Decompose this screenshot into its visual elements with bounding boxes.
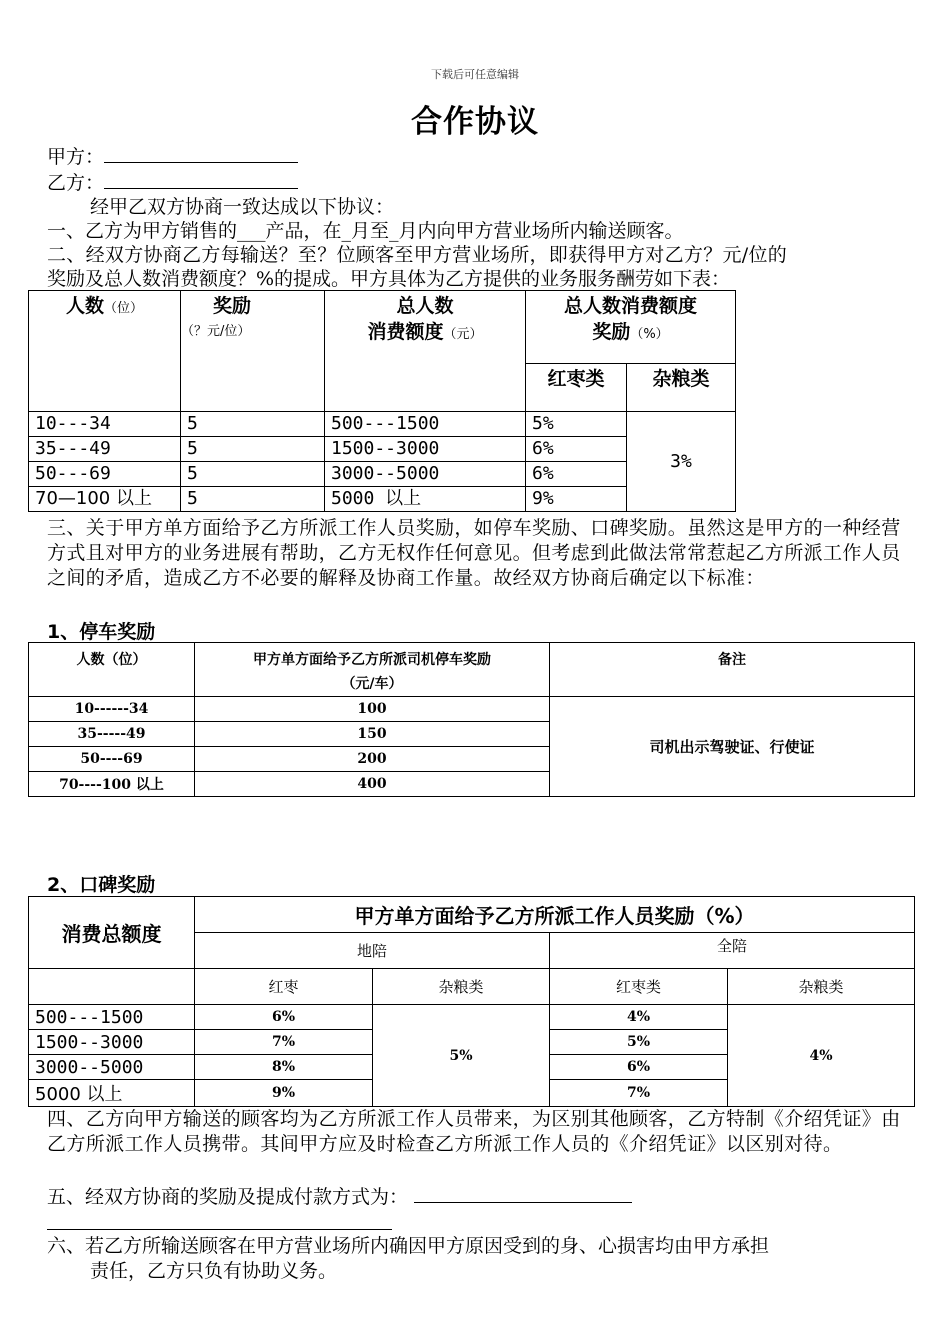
clause-5: 五、经双方协商的奖励及提成付款方式为： xyxy=(47,1186,409,1208)
header-total-amount: 消费总额度 xyxy=(29,897,195,969)
table-row: 1500--3000 7% 5% xyxy=(29,1030,915,1055)
header-people: 人数（位） xyxy=(29,643,195,697)
table-row: 35-----49 150 xyxy=(29,722,915,747)
party-a-blank xyxy=(104,144,298,163)
header-total: 总人数 消费额度（元） xyxy=(325,291,526,412)
clause-5-line xyxy=(47,1184,632,1209)
blank-line xyxy=(47,1229,392,1230)
table-row: 10------34 100 司机出示驾驶证、行使证 xyxy=(29,697,915,722)
header-percent: 总人数消费额度 奖励（%） xyxy=(526,291,736,364)
table-row: 50---69 5 3000--5000 6% xyxy=(29,462,736,487)
party-b-label: 乙方： xyxy=(47,172,105,194)
page-title: 合作协议 xyxy=(411,104,539,140)
header-grains: 杂粮类 xyxy=(627,364,736,412)
section-wom-title: 2、口碑奖励 xyxy=(47,874,156,896)
header-full-grains: 杂粮类 xyxy=(728,969,915,1005)
local-grains-merged-cell: 5% xyxy=(373,1005,550,1107)
clause-6-line-1: 六、若乙方所输送顾客在甲方营业场所内确因甲方原因受到的身、心损害均由甲方承担 xyxy=(47,1235,770,1257)
word-of-mouth-table xyxy=(28,896,915,1107)
table-row: 10---34 5 500---1500 5% 3% xyxy=(29,412,736,437)
clause-4: 四、乙方向甲方输送的顾客均为乙方所派工作人员带来，为区别其他顾客，乙方特制《介绍凭证》由乙方所派工作人员携带。其间甲方应及时检查乙方所派工作人员的《介绍凭证》以区别对待。 xyxy=(47,1108,901,1155)
table-row: 70—100 以上 5 5000 以上 9% xyxy=(29,487,736,512)
party-b-line xyxy=(47,170,298,195)
header-local-dates: 红枣 xyxy=(195,969,373,1005)
table-row: 50----69 200 xyxy=(29,747,915,772)
clause-1: 一、乙方为甲方销售的___产品，在_月至_月内向甲方营业场所内输送顾客。 xyxy=(47,220,684,242)
header-parking-reward: 甲方单方面给予乙方所派司机停车奖励 （元/车） xyxy=(195,643,550,697)
party-b-blank xyxy=(104,170,298,189)
clause-6-line-2: 责任，乙方只负有协助义务。 xyxy=(90,1260,338,1282)
note-merged-cell: 司机出示驾驶证、行使证 xyxy=(550,697,915,797)
header-local-grains: 杂粮类 xyxy=(373,969,550,1005)
full-grains-merged-cell: 4% xyxy=(728,1005,915,1107)
clause-2-line-2: 奖励及总人数消费额度？%的提成。甲方具体为乙方提供的业务服务酬劳如下表： xyxy=(47,268,731,290)
table-row: 5000 以上 9% 7% xyxy=(29,1080,915,1107)
header-people: 人数（位） xyxy=(29,291,181,412)
grains-merged-cell: 3% xyxy=(627,412,736,512)
clause-2-line-1: 二、经双方协商乙方每输送？至？位顾客至甲方营业场所，即获得甲方对乙方？元/位的 xyxy=(47,244,788,266)
intro-text: 经甲乙双方协商一致达成以下协议： xyxy=(90,196,395,218)
table-row: 35---49 5 1500--3000 6% xyxy=(29,437,736,462)
section-parking-title: 1、停车奖励 xyxy=(47,621,156,643)
reward-table xyxy=(28,290,736,512)
header-full-dates: 红枣类 xyxy=(550,969,728,1005)
header-dates: 红枣类 xyxy=(526,364,627,412)
header-staff-reward: 甲方单方面给予乙方所派工作人员奖励（%） xyxy=(195,897,915,933)
party-a-line xyxy=(47,144,298,169)
party-a-label: 甲方： xyxy=(47,146,105,168)
header-empty xyxy=(29,969,195,1005)
table-row: 70----100 以上 400 xyxy=(29,772,915,797)
table-row: 3000--5000 8% 6% xyxy=(29,1055,915,1080)
table-row: 500---1500 6% 5% 4% 4% xyxy=(29,1005,915,1030)
payment-method-blank xyxy=(414,1184,632,1203)
parking-reward-table xyxy=(28,642,915,797)
header-note: 下载后可任意编辑 xyxy=(431,68,519,81)
clause-3: 三、关于甲方单方面给予乙方所派工作人员奖励，如停车奖励、口碑奖励。虽然这是甲方的一种经营方式且对甲方的业务进展有帮助，乙方无权作任何意见。但考虑到此做法常常惹起乙方所派工作人员之间的矛盾，造成乙方不必要的解释及协商工作量。故经双方协商后确定以下标准： xyxy=(47,517,901,589)
header-local-guide: 地陪 xyxy=(195,933,550,969)
header-full-guide: 全陪 xyxy=(550,933,915,969)
header-reward: 奖励 （？元/位） xyxy=(181,291,325,412)
header-note: 备注 xyxy=(550,643,915,697)
